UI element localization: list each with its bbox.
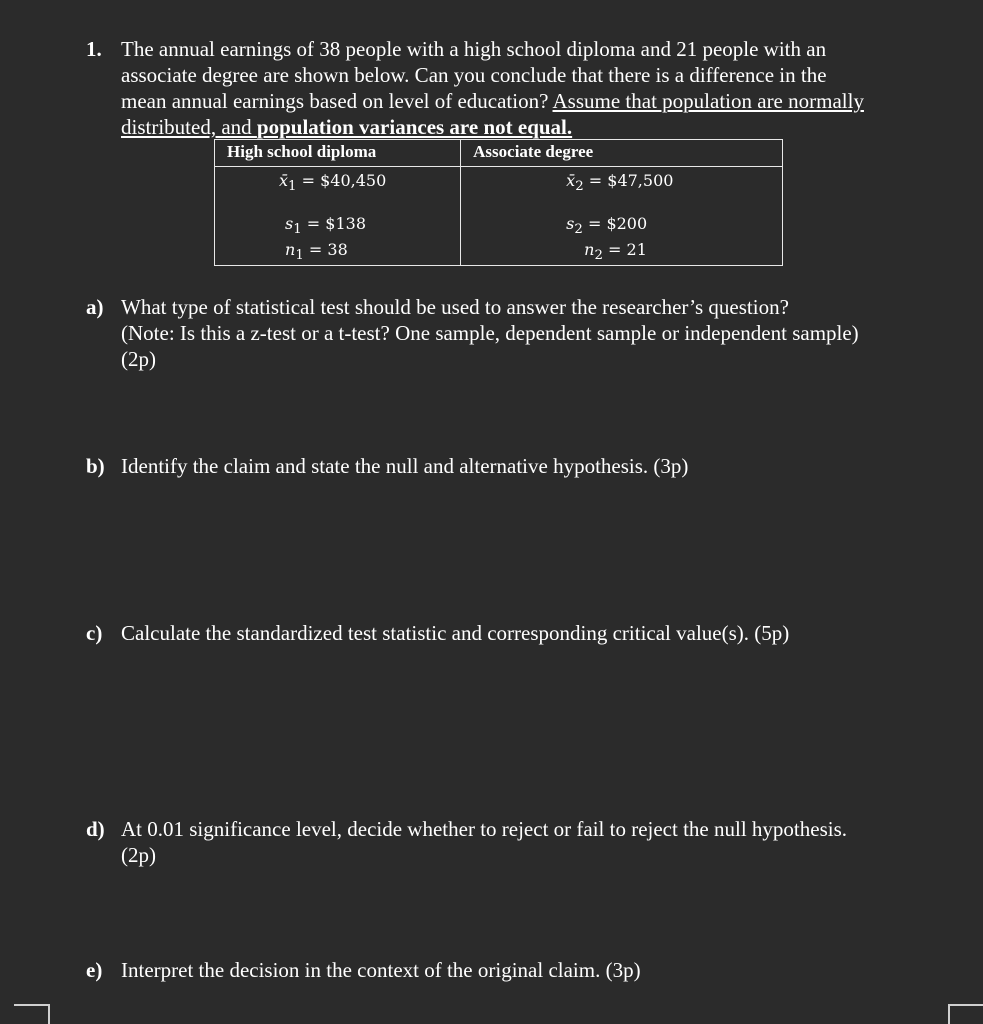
high-school-stats: [215, 167, 461, 266]
part-text: [121, 294, 951, 372]
variance-assumption: population variances are not equal.: [256, 115, 573, 139]
part-line: (2p): [121, 347, 156, 371]
question-line-plain: mean annual earnings based on level of education?: [121, 89, 553, 113]
part-label: a): [86, 295, 104, 319]
header-associate: Associate degree: [461, 140, 783, 167]
n-1: $n_1 = 38$: [285, 240, 348, 264]
sd-2: $s_2$ = $200: [566, 214, 648, 238]
part-line: (Note: Is this a z-test or a t-test? One sample, dependent sample or independent sample): [121, 321, 859, 345]
part-line: At 0.01 significance level, decide whether to reject or fail to reject the null hypothesis.: [121, 817, 847, 841]
mean-2: $x̄_2$ = $47,500: [566, 171, 674, 195]
question-line: The annual earnings of 38 people with a high school diploma and 21 people with an: [121, 37, 827, 61]
question-line: associate degree are shown below. Can you conclude that there is a difference in the: [121, 63, 827, 87]
page-corner-right: [948, 1004, 983, 1024]
part-line: (2p): [121, 843, 156, 867]
question-text: [121, 36, 951, 140]
part-line: Calculate the standardized test statistic and corresponding critical value(s). (5p): [121, 621, 790, 645]
part-text: [121, 453, 951, 479]
part-line: Identify the claim and state the null and alternative hypothesis. (3p): [121, 454, 689, 478]
mean-1: $x̄_1$ = $40,450: [279, 171, 387, 195]
part-line: What type of statistical test should be used to answer the researcher’s question?: [121, 295, 789, 319]
part-label: b): [86, 454, 105, 478]
part-label: d): [86, 817, 105, 841]
sd-1: $s_1$ = $138: [285, 214, 367, 238]
part-text: [121, 957, 951, 983]
n-2: $n_2 = 21$: [584, 240, 647, 264]
part-text: [121, 620, 951, 646]
part-label: c): [86, 621, 103, 645]
page-corner-left: [14, 1004, 50, 1024]
header-high-school: High school diploma: [215, 140, 461, 167]
associate-stats: [461, 167, 783, 266]
part-text: [121, 816, 951, 868]
table-header-row: [215, 140, 783, 167]
assumption-underlined: Assume that population are normally: [552, 89, 864, 113]
question-number: 1.: [86, 37, 102, 61]
question-line: [121, 88, 951, 114]
part-label: e): [86, 958, 103, 982]
earnings-table: [214, 139, 783, 266]
question-line: [121, 114, 951, 140]
table-row: [215, 167, 783, 266]
assumption-underlined: distributed, and: [121, 115, 257, 139]
part-line: Interpret the decision in the context of the original claim. (3p): [121, 958, 641, 982]
